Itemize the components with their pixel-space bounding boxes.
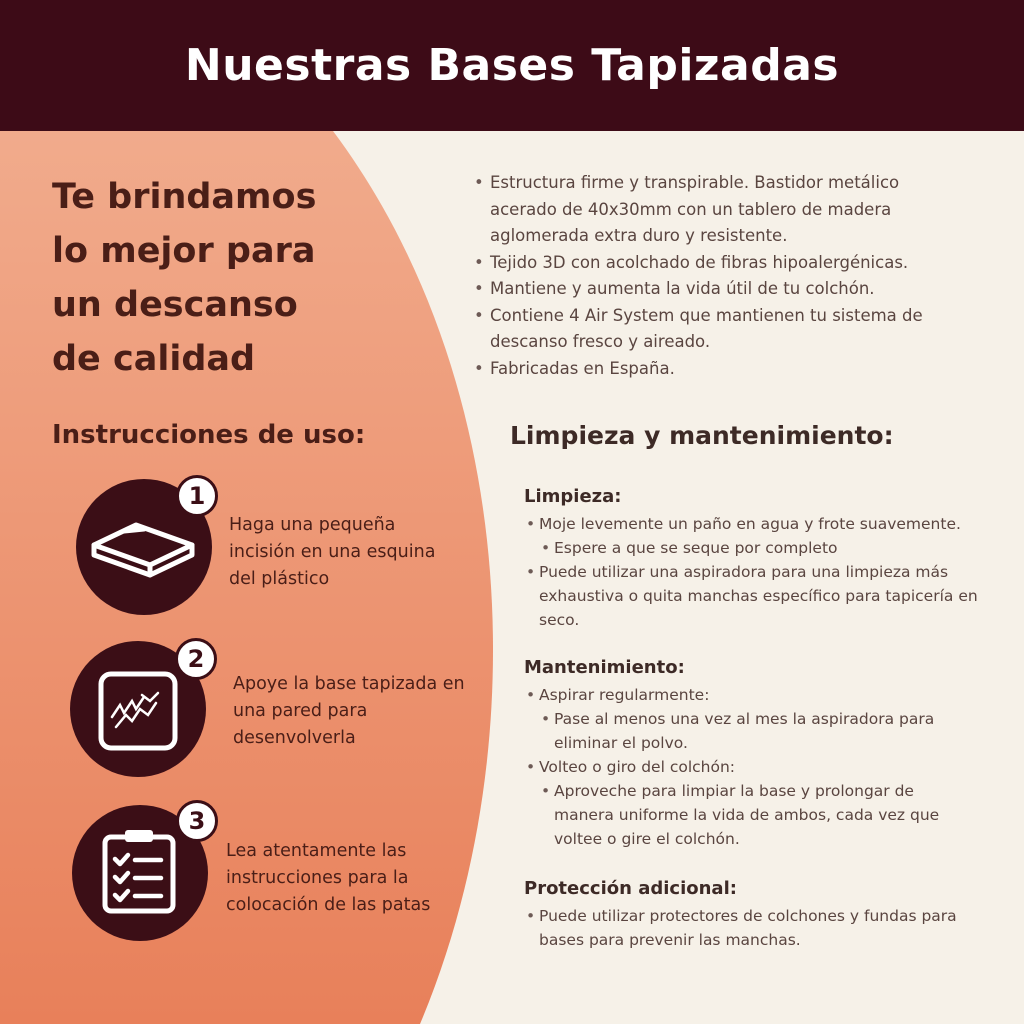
feature-line: • Estructura firme y transpirable. Bastidor metálico (490, 173, 900, 192)
section-title-mantenimiento: Mantenimiento: (524, 657, 685, 678)
step-number-badge: 3 (176, 800, 218, 842)
checklist-icon (101, 827, 177, 915)
step-text-line: una pared para (233, 701, 368, 721)
list-item-line: • Puede utilizar protectores de colchones y fundas para (539, 907, 957, 925)
page-title: Nuestras Bases Tapizadas (184, 40, 840, 91)
list-item-line: • Moje levemente un paño en agua y frote suavemente. (539, 515, 961, 533)
tagline-line: lo mejor para (52, 231, 316, 271)
list-item-line: exhaustiva o quita manchas específico para tapicería en (539, 587, 978, 605)
instruction-step-3 (0, 805, 500, 945)
list-item (524, 755, 1004, 779)
step-text-line: del plástico (229, 569, 330, 589)
step-number-badge: 2 (175, 638, 217, 680)
header-bar (0, 0, 1024, 131)
list-item-line: bases para prevenir las manchas. (539, 931, 801, 949)
section-title-proteccion: Protección adicional: (524, 878, 737, 899)
tagline-line: un descanso (52, 285, 298, 325)
instruction-step-1 (0, 475, 500, 615)
feature-line: • Tejido 3D con acolchado de fibras hipoalergénicas. (490, 252, 909, 272)
limpieza-list (524, 512, 1004, 632)
step-text-line: incisión en una esquina (229, 542, 436, 562)
step-text-line: desenvolverla (233, 728, 356, 748)
list-item (524, 707, 1004, 755)
list-item (524, 904, 1004, 952)
tagline-line: de calidad (52, 339, 256, 379)
list-item-line: • Volteo o giro del colchón: (539, 758, 736, 776)
mantenimiento-list (524, 683, 1004, 851)
list-item-line: seco. (539, 611, 580, 629)
step-text (226, 838, 430, 919)
list-item-line: • Espere a que se seque por completo (554, 539, 838, 557)
step-text-line: Apoye la base tapizada en (233, 674, 465, 694)
box-icon (84, 515, 204, 585)
list-item (524, 536, 1004, 560)
feature-item (472, 250, 992, 277)
list-item (524, 683, 1004, 707)
step-text (229, 512, 435, 593)
step-text-line: instrucciones para la (226, 868, 409, 888)
step-text-line: colocación de las patas (226, 895, 431, 915)
list-item-line: • Pase al menos una vez al mes la aspiradora para (554, 710, 935, 728)
instructions-heading: Instrucciones de uso: (52, 420, 366, 450)
feature-line: aglomerada extra duro y resistente. (490, 226, 788, 245)
list-item-line: voltee o gire el colchón. (554, 830, 740, 848)
feature-line: acerado de 40x30mm con un tablero de madera (490, 199, 892, 219)
step-number-badge: 1 (176, 475, 218, 517)
feature-line: • Mantiene y aumenta la vida útil de tu colchón. (490, 279, 875, 298)
section-title-limpieza: Limpieza: (524, 486, 622, 507)
list-item-line: manera uniforme la vida de ambos, cada vez que (554, 806, 940, 824)
maintenance-heading: Limpieza y mantenimiento: (510, 421, 894, 450)
list-item-line: eliminar el polvo. (554, 734, 688, 752)
list-item-line: • Aproveche para limpiar la base y prolongar de (554, 782, 914, 800)
feature-line: • Contiene 4 Air System que mantienen tu sistema de (490, 305, 923, 325)
list-item (524, 779, 1004, 851)
tagline-line: Te brindamos (52, 177, 317, 217)
feature-item (472, 303, 992, 356)
step-text-line: Lea atentamente las (226, 841, 407, 861)
feature-item (472, 356, 992, 383)
features-list (472, 170, 992, 382)
tagline (52, 170, 382, 386)
unwrap-icon (98, 671, 178, 751)
step-text (233, 671, 465, 752)
instruction-step-2 (0, 641, 500, 781)
feature-line: descanso fresco y aireado. (490, 332, 711, 351)
feature-item (472, 276, 992, 303)
list-item-line: • Puede utilizar una aspiradora para una limpieza más (539, 563, 949, 581)
feature-line: • Fabricadas en España. (490, 358, 675, 378)
proteccion-list (524, 904, 1004, 952)
feature-item (472, 170, 992, 250)
list-item (524, 560, 1004, 632)
step-text-line: Haga una pequeña (229, 515, 396, 535)
list-item-line: • Aspirar regularmente: (539, 686, 710, 704)
list-item (524, 512, 1004, 536)
